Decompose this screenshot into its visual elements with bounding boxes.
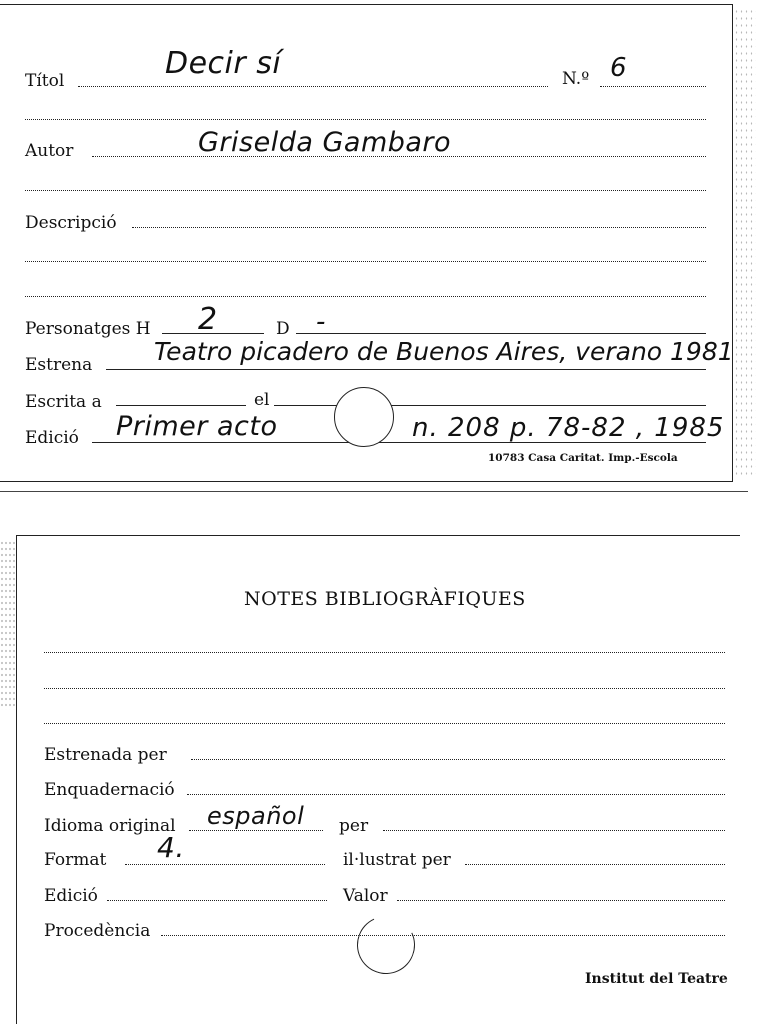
edicio-back-label: Edició bbox=[44, 886, 98, 906]
notes-heading: NOTES BIBLIOGRÀFIQUES bbox=[244, 588, 526, 610]
illustrat-label: il·lustrat per bbox=[343, 850, 451, 870]
titol-value: Decir sí bbox=[165, 46, 282, 81]
enquadernacio-label: Enquadernació bbox=[44, 780, 175, 800]
estrena-label: Estrena bbox=[25, 355, 93, 375]
edicio-label: Edició bbox=[25, 428, 79, 448]
enquadernacio-line bbox=[187, 794, 725, 795]
autor-value: Griselda Gambaro bbox=[198, 127, 452, 158]
procedencia-line bbox=[161, 935, 725, 936]
titol-line-2 bbox=[25, 119, 706, 120]
per-line bbox=[383, 830, 725, 831]
edicio-value-a: Primer acto bbox=[116, 411, 278, 442]
edicio-value-b: n. 208 p. 78-82 , 1985 bbox=[412, 413, 725, 443]
el-label: el bbox=[254, 390, 270, 410]
autor-line-2 bbox=[25, 190, 706, 191]
idioma-line bbox=[189, 830, 323, 831]
printer-imprint: 10783 Casa Caritat. Imp.-Escola bbox=[488, 452, 678, 464]
descripcio-line-2 bbox=[25, 261, 706, 262]
illustrat-line bbox=[465, 864, 725, 865]
per-label: per bbox=[339, 816, 369, 836]
catalog-card-back bbox=[16, 535, 740, 1024]
descripcio-line bbox=[132, 227, 706, 228]
numero-value: 6 bbox=[610, 53, 628, 83]
notes-line-3 bbox=[44, 723, 725, 724]
format-line bbox=[125, 864, 325, 865]
personatges-d-line bbox=[296, 333, 706, 334]
format-value: 4. bbox=[157, 831, 185, 864]
notes-line-1 bbox=[44, 652, 725, 653]
edicio-back-line bbox=[107, 900, 327, 901]
institut-imprint: Institut del Teatre bbox=[585, 971, 728, 987]
punch-hole bbox=[334, 387, 394, 447]
titol-line bbox=[78, 86, 548, 87]
descripcio-line-3 bbox=[25, 296, 706, 297]
numero-line bbox=[600, 86, 706, 87]
estrenada-label: Estrenada per bbox=[44, 745, 167, 765]
personatges-label: Personatges H bbox=[25, 319, 151, 339]
descripcio-label: Descripció bbox=[25, 213, 117, 233]
page-divider bbox=[0, 491, 748, 492]
estrena-value: Teatro picadero de Buenos Aires, verano 1981 bbox=[154, 337, 734, 366]
idioma-label: Idioma original bbox=[44, 816, 176, 836]
estrena-line bbox=[106, 369, 706, 370]
autor-label: Autor bbox=[25, 141, 74, 161]
procedencia-label: Procedència bbox=[44, 921, 151, 941]
numero-label: N.º bbox=[562, 69, 590, 89]
personatges-h-value: 2 bbox=[198, 302, 218, 337]
scan-speckle-left bbox=[0, 540, 15, 710]
titol-label: Títol bbox=[25, 71, 65, 91]
escrita-label: Escrita a bbox=[25, 392, 102, 412]
catalog-card-front bbox=[0, 4, 733, 482]
notes-line-2 bbox=[44, 688, 725, 689]
valor-label: Valor bbox=[343, 886, 388, 906]
estrenada-line bbox=[191, 759, 725, 760]
scan-speckle-right bbox=[734, 8, 756, 478]
idioma-value: español bbox=[207, 802, 305, 830]
valor-line bbox=[397, 900, 725, 901]
personatges-d-label: D bbox=[276, 319, 290, 339]
format-label: Format bbox=[44, 850, 107, 870]
punch-hole-back bbox=[349, 908, 423, 982]
personatges-d-value: - bbox=[316, 307, 326, 337]
escrita-line bbox=[116, 405, 246, 406]
